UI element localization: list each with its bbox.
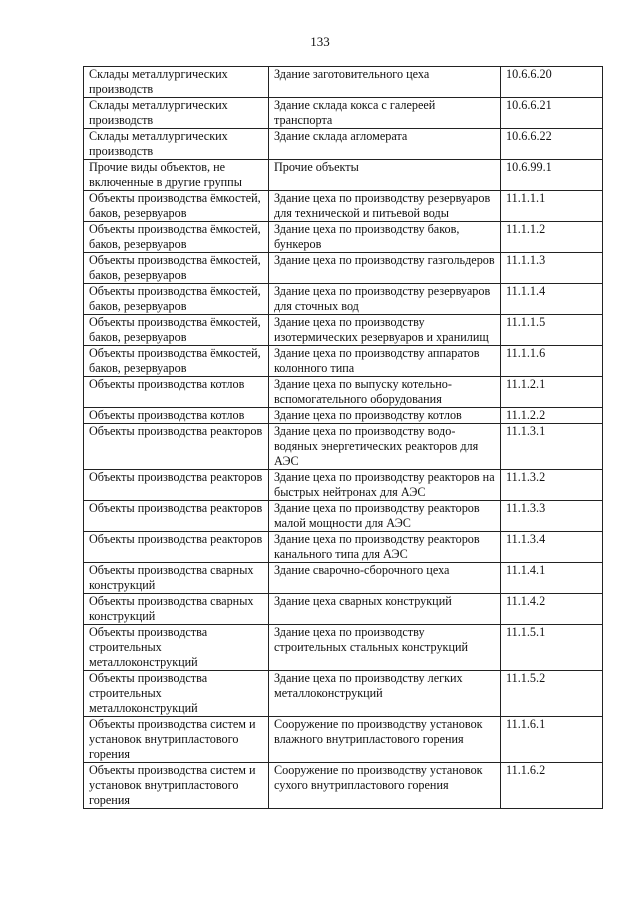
code-cell: 11.1.1.3 [501, 253, 603, 284]
group-cell: Объекты производства реакторов [84, 424, 269, 470]
table-row [84, 594, 603, 625]
table-row [84, 717, 603, 763]
table-row [84, 222, 603, 253]
table-row [84, 253, 603, 284]
code-cell: 10.6.6.22 [501, 129, 603, 160]
group-cell: Объекты производства ёмкостей, баков, резервуаров [84, 284, 269, 315]
group-cell: Объекты производства котлов [84, 408, 269, 424]
code-cell: 11.1.3.4 [501, 532, 603, 563]
object-cell: Сооружение по производству установок влажного внутрипластового горения [269, 717, 501, 763]
object-cell: Здание цеха по производству газгольдеров [269, 253, 501, 284]
object-cell: Здание цеха по производству реакторов канального типа для АЭС [269, 532, 501, 563]
code-cell: 10.6.99.1 [501, 160, 603, 191]
group-cell: Объекты производства ёмкостей, баков, резервуаров [84, 253, 269, 284]
object-cell: Здание склада кокса с галереей транспорта [269, 98, 501, 129]
object-cell: Здание цеха по производству аппаратов колонного типа [269, 346, 501, 377]
table-row [84, 532, 603, 563]
table-row [84, 671, 603, 717]
group-cell: Объекты производства ёмкостей, баков, резервуаров [84, 222, 269, 253]
object-cell: Здание сварочно-сборочного цеха [269, 563, 501, 594]
code-cell: 11.1.1.4 [501, 284, 603, 315]
code-cell: 10.6.6.20 [501, 67, 603, 98]
object-cell: Здание цеха по производству реакторов на быстрых нейтронах для АЭС [269, 470, 501, 501]
code-cell: 11.1.1.2 [501, 222, 603, 253]
table-row [84, 625, 603, 671]
code-cell: 11.1.2.1 [501, 377, 603, 408]
table-row [84, 501, 603, 532]
table-row [84, 315, 603, 346]
group-cell: Объекты производства систем и установок внутрипластового горения [84, 763, 269, 809]
group-cell: Объекты производства строительных металлоконструкций [84, 625, 269, 671]
group-cell: Склады металлургических производств [84, 67, 269, 98]
table-body [84, 67, 603, 809]
table-row [84, 191, 603, 222]
group-cell: Объекты производства котлов [84, 377, 269, 408]
table-row [84, 408, 603, 424]
table-row [84, 470, 603, 501]
code-cell: 11.1.2.2 [501, 408, 603, 424]
group-cell: Склады металлургических производств [84, 98, 269, 129]
table-row [84, 377, 603, 408]
group-cell: Объекты производства систем и установок внутрипластового горения [84, 717, 269, 763]
group-cell: Объекты производства сварных конструкций [84, 563, 269, 594]
table-row [84, 563, 603, 594]
code-cell: 11.1.6.2 [501, 763, 603, 809]
group-cell: Объекты производства сварных конструкций [84, 594, 269, 625]
object-cell: Здание цеха по производству водо-водяных энергетических реакторов для АЭС [269, 424, 501, 470]
group-cell: Прочие виды объектов, не включенные в другие группы [84, 160, 269, 191]
object-cell: Здание цеха по производству изотермических резервуаров и хранилищ [269, 315, 501, 346]
code-cell: 11.1.1.1 [501, 191, 603, 222]
group-cell: Объекты производства реакторов [84, 501, 269, 532]
table-row [84, 424, 603, 470]
object-cell: Здание цеха по производству строительных стальных конструкций [269, 625, 501, 671]
code-cell: 11.1.3.2 [501, 470, 603, 501]
code-cell: 10.6.6.21 [501, 98, 603, 129]
object-cell: Здание цеха по производству резервуаров для технической и питьевой воды [269, 191, 501, 222]
group-cell: Склады металлургических производств [84, 129, 269, 160]
table-row [84, 284, 603, 315]
group-cell: Объекты производства строительных металлоконструкций [84, 671, 269, 717]
table-row [84, 763, 603, 809]
page-number: 133 [310, 34, 330, 49]
code-cell: 11.1.3.3 [501, 501, 603, 532]
object-cell: Здание цеха по производству котлов [269, 408, 501, 424]
object-cell: Здание цеха по производству баков, бункеров [269, 222, 501, 253]
group-cell: Объекты производства ёмкостей, баков, резервуаров [84, 346, 269, 377]
object-cell: Сооружение по производству установок сухого внутрипластового горения [269, 763, 501, 809]
group-cell: Объекты производства реакторов [84, 470, 269, 501]
code-cell: 11.1.3.1 [501, 424, 603, 470]
object-cell: Здание заготовительного цеха [269, 67, 501, 98]
code-cell: 11.1.5.1 [501, 625, 603, 671]
group-cell: Объекты производства ёмкостей, баков, резервуаров [84, 315, 269, 346]
object-cell: Здание цеха по производству резервуаров для сточных вод [269, 284, 501, 315]
code-cell: 11.1.6.1 [501, 717, 603, 763]
table-row [84, 98, 603, 129]
object-cell: Здание цеха сварных конструкций [269, 594, 501, 625]
object-cell: Прочие объекты [269, 160, 501, 191]
object-cell: Здание цеха по выпуску котельно-вспомогательного оборудования [269, 377, 501, 408]
code-cell: 11.1.1.5 [501, 315, 603, 346]
code-cell: 11.1.1.6 [501, 346, 603, 377]
objects-table [83, 66, 603, 809]
table-row [84, 129, 603, 160]
table-row [84, 346, 603, 377]
table-row [84, 67, 603, 98]
code-cell: 11.1.5.2 [501, 671, 603, 717]
table-row [84, 160, 603, 191]
group-cell: Объекты производства ёмкостей, баков, резервуаров [84, 191, 269, 222]
group-cell: Объекты производства реакторов [84, 532, 269, 563]
object-cell: Здание склада агломерата [269, 129, 501, 160]
code-cell: 11.1.4.1 [501, 563, 603, 594]
object-cell: Здание цеха по производству реакторов малой мощности для АЭС [269, 501, 501, 532]
object-cell: Здание цеха по производству легких металлоконструкций [269, 671, 501, 717]
code-cell: 11.1.4.2 [501, 594, 603, 625]
